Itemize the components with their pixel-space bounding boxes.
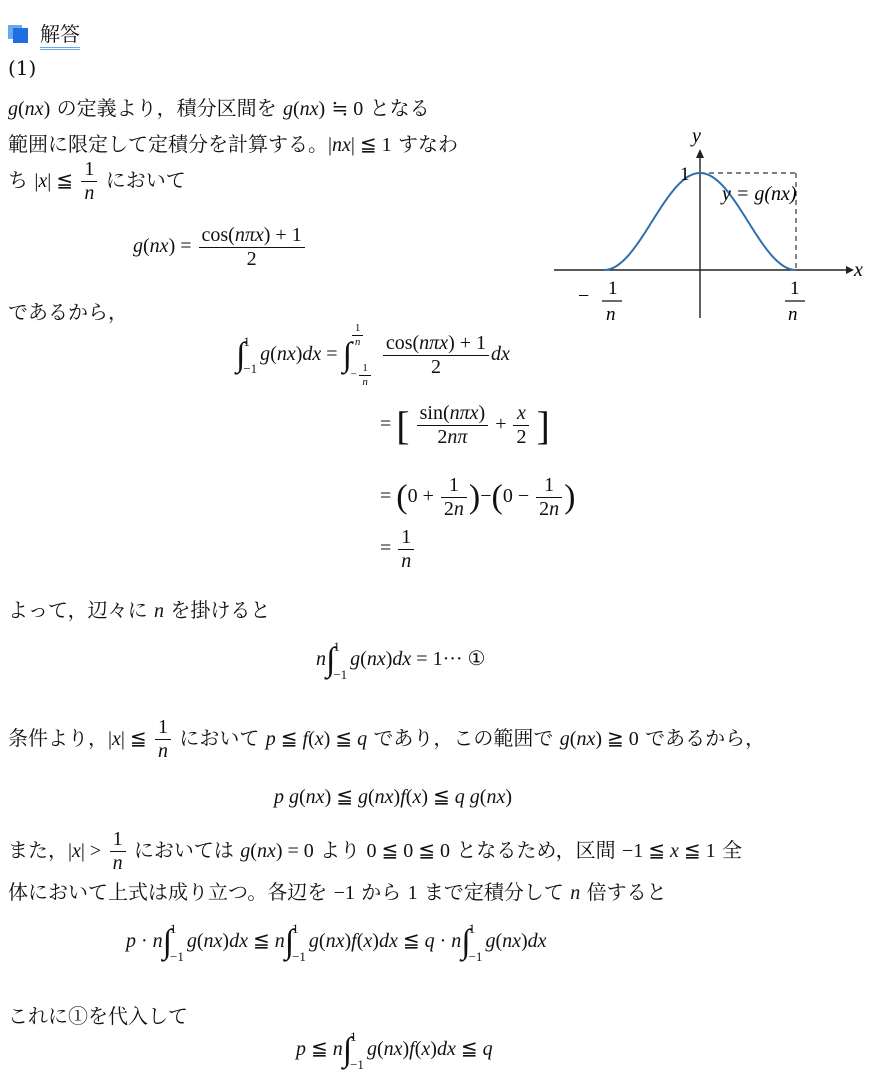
paragraph-line-1: g(nx) の定義より，積分区間を g(nx) ≒ 0 となる — [8, 96, 430, 120]
right-tick-denominator: n — [788, 304, 798, 325]
section-square-icon — [8, 23, 30, 43]
integral-line-1: ∫ 1 −1 g(nx)dx = ∫ $\frac{1}{n}$ − $\frac{1}{n}$ $\frac{\text{cos(nπx) + 1}}{2}$ dx — [236, 322, 510, 388]
paragraph-line-3: ち |x| ≦ $\frac{1}{n}$ において — [8, 158, 186, 204]
paragraph-multiply: よって，辺々に n を掛けると — [8, 598, 271, 622]
right-tick-numerator: 1 — [790, 278, 800, 299]
graph-figure — [550, 120, 880, 330]
inequality-pgq: p g(nx) ≦ g(nx)f(x) ≦ q g(nx) — [274, 786, 512, 808]
x-axis-arrow-icon — [846, 266, 854, 274]
paragraph-line-2: 範囲に限定して定積分を計算する。|nx| ≦ 1 すなわ — [8, 132, 459, 156]
left-tick-numerator: 1 — [608, 278, 618, 299]
left-tick-sign: − — [578, 285, 590, 307]
integral-inequality: p · n∫ 1 −1 g(nx)dx ≦ n∫ 1 −1 g(nx)f(x)dx ≦ q · n∫ 1 −1 g(nx)dx — [126, 921, 547, 964]
final-inequality: p ≦ n∫ 1 −1 g(nx)f(x)dx ≦ q — [296, 1029, 493, 1072]
part-label: (1) — [8, 56, 37, 80]
x-axis-label: x — [854, 259, 863, 281]
y-axis-label: y — [692, 125, 701, 147]
y-axis-arrow-icon — [696, 149, 704, 158]
integral-line-4: = $\frac{1}{n}$ — [380, 526, 416, 573]
paragraph-therefore: であるから， — [8, 300, 128, 324]
curve-label: y = g(nx) — [722, 183, 797, 205]
paragraph-condition: 条件より，|x| ≦ $\frac{1}{n}$ において p ≦ f(x) ≦ q であり，この範囲で g(nx) ≧ 0 であるから， — [8, 716, 766, 762]
section-title: 解答 — [40, 18, 80, 50]
integral-line-2: = [ $\frac{\text{sin(nπx)}}{2n\pi}$ + $\frac{x}{2}$ ] — [380, 402, 550, 448]
paragraph-substitute: これに①を代入して — [8, 1004, 188, 1028]
equation-1: n∫ 1 −1 g(nx)dx = 1··· ① — [316, 639, 486, 682]
paragraph-outside-line-1: また，|x| > $\frac{1}{n}$ においては g(nx) = 0 より 0 ≦ 0 ≦ 0 となるため，区間 −1 ≦ x ≦ 1 全 — [8, 828, 743, 874]
equation-g-definition: g(nx) = $\frac{\text{cos(nπx) + 1}}{2}$ — [133, 224, 307, 271]
y-one-label: 1 — [680, 164, 690, 185]
left-tick-denominator: n — [606, 304, 616, 325]
integral-line-3: = (0 + $\frac{1}{2n}$ )−(0 − $\frac{1}{2n}$ ) — [380, 474, 576, 520]
paragraph-outside-line-2: 体において上式は成り立つ。各辺を −1 から 1 まで定積分して n 倍すると — [8, 880, 667, 904]
